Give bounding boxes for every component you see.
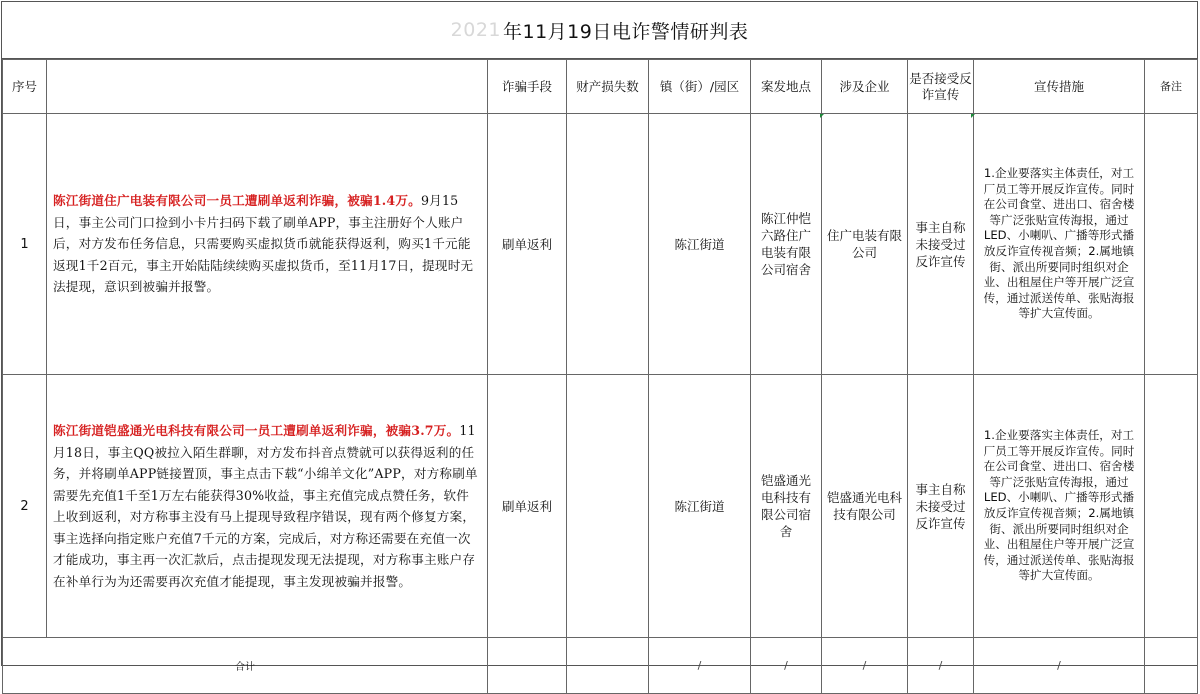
title-text: 年11月19日电诈警情研判表 [503,20,749,43]
town: 陈江街道 [649,375,751,638]
table-row [3,114,1198,375]
total-row [3,638,1198,694]
total-label: 合计 [3,638,488,694]
remark [1145,375,1198,638]
case-details: 9月15日，事主公司门口捡到小卡片扫码下载了刷单APP，事主注册好个人账户后，对方发布任务信息，只需要购买虚拟货币就能获得返利，购买1千元能返现1千2百元，事主开始陆陆续续购买虚拟货币，至11月17日，提现时无法提现，意识到被骗并报警。 [53,193,474,295]
prevention-status: 事主自称未接受过反诈宣传 [908,375,974,638]
company: 住广电装有限公司 [822,114,908,375]
fraud-method: 刷单返利 [488,375,567,638]
total-loss [567,638,649,694]
cell-comment-marker [820,114,824,118]
remark [1145,114,1198,375]
header-summary [47,60,488,114]
total-location: / [751,638,822,694]
header-row [3,60,1198,114]
header-remark: 备注 [1145,60,1198,114]
title-year-faded: 2021 [450,19,501,41]
header-seq: 序号 [3,60,47,114]
incident-location: 铠盛通光电科技有限公司宿舍 [751,375,822,638]
case-summary [47,114,488,375]
sheet-title [2,2,1197,59]
total-remark [1145,638,1198,694]
header-method: 诈骗手段 [488,60,567,114]
total-town: / [649,638,751,694]
table-row [3,375,1198,638]
prevention-status: 事主自称未接受过反诈宣传 [908,114,974,375]
header-company: 涉及企业 [822,60,908,114]
cell-comment-marker [971,114,975,118]
company: 铠盛通光电科技有限公司 [822,375,908,638]
fraud-method: 刷单返利 [488,114,567,375]
publicity-measures: 1.企业要落实主体责任，对工厂员工等开展反诈宣传。同时在公司食堂、进出口、宿舍楼等广泛张贴宣传海报，通过LED、小喇叭、广播等形式播放反诈宣传视音频；2.属地镇街、派出所要同时组织对企业、出租屋住户等开展广泛宣传，通过派送传单、张贴海报等扩大宣传面。 [974,375,1145,638]
header-prevention: 是否接受反诈宣传 [908,60,974,114]
case-headline: 陈江街道铠盛通光电科技有限公司一员工遭刷单返利诈骗，被骗3.7万。 [53,423,460,438]
header-loss: 财产损失数 [567,60,649,114]
publicity-measures: 1.企业要落实主体责任，对工厂员工等开展反诈宣传。同时在公司食堂、进出口、宿舍楼等广泛张贴宣传海报，通过LED、小喇叭、广播等形式播放反诈宣传视音频；2.属地镇街、派出所要同时组织对企业、出租屋住户等开展广泛宣传，通过派送传单、张贴海报等扩大宣传面。 [974,114,1145,375]
header-measures: 宣传措施 [974,60,1145,114]
case-details: 11月18日，事主QQ被拉入陌生群聊，对方发布抖音点赞就可以获得返利的任务，并将刷单APP链接置顶，事主点击下载“小绵羊文化”APP，对方称刷单需要先充值1千至1万左右能获得30%收益，事主充值完成点赞任务，软件上收到返利，对方称事主没有马上提现导致程序错误，现有两个修复方案，事主选择向指定账户充值7千元的方案，完成后，对方称还需要在充值一次才能成功，事主再一次汇款后，点击提现发现无法提现，对方称事主账户存在补单行为为还需要再次充值才能提现，事主发现被骗并报警。 [53,423,478,589]
loss-amount [567,375,649,638]
header-town: 镇（街）/园区 [649,60,751,114]
incident-location: 陈江仲恺六路住广电装有限公司宿舍 [751,114,822,375]
case-table [2,59,1198,694]
case-headline: 陈江街道住广电装有限公司一员工遭刷单返利诈骗，被骗1.4万。 [53,193,421,209]
row-seq: 2 [3,375,47,638]
case-summary [47,375,488,638]
total-measures: / [974,638,1145,694]
header-location: 案发地点 [751,60,822,114]
loss-amount [567,114,649,375]
total-prevention: / [908,638,974,694]
row-seq: 1 [3,114,47,375]
total-method [488,638,567,694]
town: 陈江街道 [649,114,751,375]
report-sheet [1,1,1198,673]
total-company: / [822,638,908,694]
